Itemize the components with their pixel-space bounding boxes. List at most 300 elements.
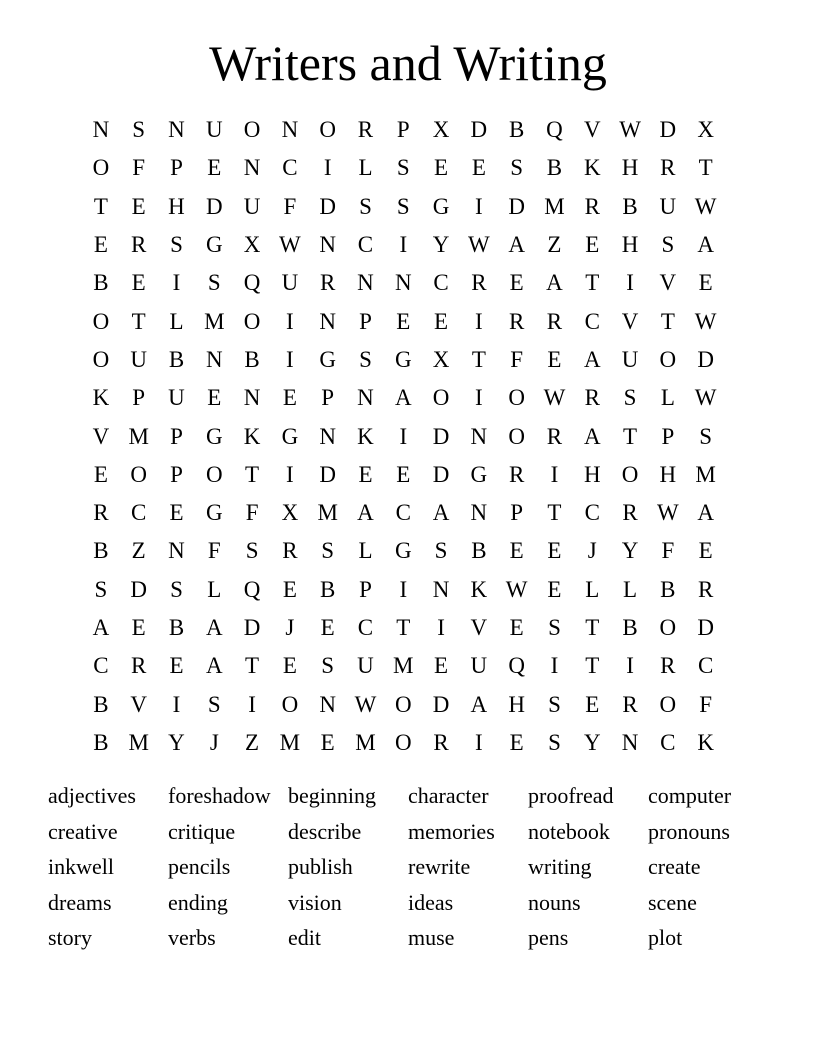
grid-row [82, 685, 725, 723]
grid-letter: E [471, 155, 486, 181]
grid-letter: R [471, 270, 487, 296]
grid-letter: D [697, 615, 714, 640]
grid-letter: I [475, 729, 483, 755]
grid-letter: S [396, 155, 410, 181]
grid-letter: A [583, 423, 601, 449]
word-list-row [48, 920, 768, 956]
grid-letter: R [320, 270, 336, 296]
grid-letter: K [470, 576, 488, 602]
grid-letter: Q [508, 653, 525, 679]
grid-letter: E [698, 538, 713, 564]
grid-letter: V [621, 308, 639, 334]
grid-letter: P [661, 423, 675, 449]
grid-letter: F [132, 155, 146, 181]
grid-letter: C [697, 653, 714, 679]
grid-letter: N [281, 117, 299, 143]
grid-letter: T [131, 308, 146, 334]
grid-letter: N [319, 232, 336, 258]
grid-letter: T [623, 423, 638, 449]
grid-letter: L [358, 538, 373, 564]
word-list-item: critique [168, 818, 236, 844]
grid-letter: O [92, 346, 110, 372]
grid-letter: R [282, 538, 298, 564]
grid-letter: R [546, 308, 563, 334]
grid-letter: V [583, 117, 601, 143]
grid-letter: J [285, 615, 295, 640]
word-list-item: ending [168, 889, 228, 915]
word-list-item: adjectives [48, 783, 136, 809]
grid-letter: N [470, 500, 488, 526]
grid-letter: S [245, 538, 259, 564]
grid-letter: S [94, 576, 108, 602]
grid-row [82, 494, 725, 532]
grid-letter: U [281, 270, 299, 296]
grid-letter: N [357, 385, 374, 411]
grid-letter: S [170, 232, 183, 258]
word-list-item: scene [648, 889, 697, 915]
grid-letter: M [128, 423, 149, 449]
grid-letter: A [697, 500, 714, 526]
grid-letter: K [243, 423, 261, 449]
grid-letter: N [357, 270, 374, 296]
grid-row [82, 571, 725, 609]
grid-letter: F [699, 691, 713, 717]
grid-letter: T [585, 653, 600, 679]
grid-letter: K [92, 385, 110, 411]
grid-letter: J [209, 729, 219, 755]
grid-letter: I [248, 691, 256, 717]
grid-letter: W [694, 193, 717, 219]
grid-letter: S [623, 385, 637, 411]
word-list-item: ideas [408, 889, 454, 915]
word-list-row [48, 814, 768, 850]
grid-letter: S [548, 729, 561, 755]
grid-letter: R [697, 576, 714, 602]
grid-letter: O [659, 691, 677, 717]
grid-letter: U [357, 653, 374, 679]
grid-letter: X [243, 232, 261, 258]
word-list-item: edit [288, 925, 321, 951]
grid-letter: D [470, 117, 488, 143]
grid-letter: T [547, 500, 562, 526]
grid-letter: I [550, 653, 559, 679]
grid-row [82, 302, 725, 340]
grid-letter: K [697, 729, 714, 755]
word-list-item: rewrite [408, 854, 471, 880]
grid-letter: N [92, 117, 110, 143]
grid-letter: I [286, 308, 294, 334]
word-list-item: describe [288, 818, 362, 844]
grid-letter: C [282, 155, 298, 181]
grid-letter: R [622, 691, 638, 717]
grid-letter: O [508, 423, 525, 449]
page-title: Writers and Writing [209, 35, 607, 91]
word-list-item: proofread [528, 783, 614, 809]
grid-letter: I [475, 308, 483, 334]
grid-row [82, 417, 725, 455]
grid-letter: X [697, 117, 714, 143]
grid-letter: O [621, 461, 639, 487]
grid-letter: M [695, 461, 716, 487]
grid-letter: Y [583, 729, 601, 755]
grid-letter: I [399, 576, 408, 602]
grid-letter: R [433, 729, 449, 755]
grid-letter: M [544, 193, 565, 219]
grid-letter: I [626, 270, 634, 296]
grid-letter: R [93, 500, 109, 526]
grid-row [82, 226, 725, 264]
grid-letter: C [433, 270, 449, 296]
grid-letter: E [207, 155, 222, 181]
grid-letter: A [583, 346, 601, 372]
grid-letter: T [245, 653, 260, 679]
grid-letter: B [320, 576, 336, 602]
grid-letter: E [320, 729, 335, 755]
grid-letter: L [169, 308, 184, 334]
word-list [48, 778, 768, 956]
grid-letter: C [93, 653, 109, 679]
grid-letter: S [548, 691, 561, 717]
grid-letter: D [205, 193, 223, 219]
grid-letter: S [699, 423, 713, 449]
grid-letter: D [432, 691, 450, 717]
grid-letter: T [245, 461, 260, 487]
grid-letter: O [659, 615, 677, 640]
grid-letter: E [585, 691, 600, 717]
grid-letter: E [509, 270, 524, 296]
grid-letter: Y [432, 232, 450, 258]
grid-letter: P [170, 423, 183, 449]
grid-letter: R [660, 155, 676, 181]
word-list-item: publish [288, 854, 353, 880]
grid-row [82, 532, 725, 570]
grid-letter: N [168, 117, 185, 143]
grid-letter: D [659, 117, 677, 143]
word-list-item: writing [528, 854, 592, 880]
grid-letter: I [475, 385, 483, 411]
grid-letter: N [319, 308, 336, 334]
grid-letter: H [621, 155, 639, 181]
grid-letter: E [169, 653, 184, 679]
grid-letter: S [434, 538, 448, 564]
grid-letter: G [205, 500, 223, 526]
grid-row [82, 264, 725, 302]
grid-letter: P [359, 576, 372, 602]
word-list-item: pens [528, 925, 569, 951]
grid-letter: O [92, 308, 110, 334]
grid-letter: S [321, 538, 335, 564]
grid-letter: C [584, 308, 600, 334]
grid-letter: Y [621, 538, 639, 564]
grid-letter: A [546, 270, 563, 296]
grid-letter: A [205, 653, 223, 679]
grid-letter: I [286, 346, 294, 372]
grid-letter: X [281, 500, 299, 526]
word-list-item: inkwell [48, 854, 114, 880]
grid-letter: I [172, 270, 181, 296]
grid-letter: R [131, 232, 147, 258]
grid-letter: O [243, 308, 261, 334]
grid-letter: N [394, 270, 412, 296]
grid-letter: O [659, 346, 677, 372]
grid-letter: O [508, 385, 525, 411]
grid-letter: P [510, 500, 524, 526]
grid-letter: W [656, 500, 679, 526]
grid-letter: R [584, 193, 600, 219]
grid-letter: U [168, 385, 185, 411]
grid-letter: B [168, 615, 185, 640]
grid-letter: K [357, 423, 374, 449]
grid-letter: A [432, 500, 450, 526]
grid-letter: N [621, 729, 639, 755]
grid-letter: W [468, 232, 490, 258]
grid-letter: G [394, 346, 412, 372]
grid-letter: A [205, 615, 223, 640]
grid-letter: B [622, 193, 638, 219]
grid-letter: O [432, 385, 450, 411]
grid-letter: B [508, 117, 525, 143]
grid-letter: M [393, 653, 414, 679]
grid-letter: U [621, 346, 639, 372]
grid-letter: E [547, 576, 562, 602]
grid-letter: Z [131, 538, 146, 564]
grid-letter: O [319, 117, 336, 143]
word-list-item: notebook [528, 818, 610, 844]
grid-letter: B [244, 346, 260, 372]
grid-letter: T [396, 615, 411, 640]
grid-letter: L [207, 576, 222, 602]
grid-letter: M [355, 729, 376, 755]
grid-letter: Q [243, 576, 261, 602]
grid-letter: W [694, 308, 717, 334]
grid-letter: S [396, 193, 410, 219]
grid-row [82, 188, 725, 226]
grid-letter: C [584, 500, 600, 526]
grid-letter: W [279, 232, 301, 258]
grid-letter: E [396, 461, 411, 487]
word-list-item: verbs [168, 925, 216, 951]
grid-letter: S [132, 117, 146, 143]
grid-letter: G [205, 423, 223, 449]
grid-letter: S [359, 346, 372, 372]
grid-letter: G [394, 538, 412, 564]
grid-letter: A [508, 232, 525, 258]
grid-letter: I [323, 155, 332, 181]
grid-letter: O [394, 691, 412, 717]
grid-letter: C [131, 500, 147, 526]
grid-letter: N [243, 155, 261, 181]
grid-letter: F [283, 193, 297, 219]
word-list-row [48, 778, 768, 814]
grid-letter: C [395, 500, 411, 526]
grid-letter: B [93, 538, 109, 564]
grid-letter: L [358, 155, 373, 181]
grid-letter: V [92, 423, 110, 449]
grid-letter: E [434, 308, 449, 334]
grid-letter: R [660, 653, 676, 679]
grid-letter: G [205, 232, 223, 258]
word-list-item: memories [408, 818, 495, 844]
grid-letter: E [131, 193, 146, 219]
grid-letter: O [92, 155, 110, 181]
grid-letter: E [131, 270, 146, 296]
grid-row [82, 609, 725, 647]
grid-letter: O [243, 117, 261, 143]
grid-letter: E [282, 385, 297, 411]
grid-letter: L [660, 385, 675, 411]
grid-letter: A [470, 691, 488, 717]
word-list-item: nouns [528, 889, 581, 915]
grid-letter: G [319, 346, 336, 372]
grid-letter: C [357, 232, 374, 258]
grid-letter: S [359, 193, 372, 219]
grid-letter: S [321, 653, 335, 679]
grid-letter: W [354, 691, 377, 717]
word-list-item: muse [408, 925, 455, 951]
grid-letter: R [546, 423, 563, 449]
grid-letter: R [508, 308, 525, 334]
grid-letter: D [243, 615, 261, 640]
grid-letter: N [205, 346, 223, 372]
grid-letter: R [357, 117, 374, 143]
grid-letter: N [470, 423, 488, 449]
grid-letter: A [394, 385, 412, 411]
grid-letter: M [317, 500, 338, 526]
grid-letter: D [432, 423, 450, 449]
grid-letter: T [585, 270, 600, 296]
grid-letter: F [510, 346, 524, 372]
grid-letter: G [432, 193, 450, 219]
grid-letter: T [93, 193, 108, 219]
grid-letter: H [621, 232, 639, 258]
grid-letter: E [434, 653, 449, 679]
grid-letter: M [204, 308, 225, 334]
grid-letter: O [394, 729, 412, 755]
word-list-item: dreams [48, 889, 112, 915]
grid-letter: D [432, 461, 450, 487]
grid-letter: Z [547, 232, 562, 258]
grid-letter: E [282, 653, 297, 679]
grid-letter: R [622, 500, 638, 526]
grid-row [82, 724, 725, 762]
grid-letter: E [358, 461, 373, 487]
grid-letter: H [168, 193, 185, 219]
word-list-item: foreshadow [168, 783, 271, 809]
grid-letter: A [92, 615, 110, 640]
grid-letter: E [169, 500, 184, 526]
grid-letter: P [359, 308, 372, 334]
grid-letter: I [399, 423, 408, 449]
word-list-item: create [648, 854, 701, 880]
grid-letter: N [319, 423, 336, 449]
grid-letter: U [205, 117, 223, 143]
grid-letter: W [694, 385, 717, 411]
grid-letter: M [128, 729, 149, 755]
grid-letter: F [245, 500, 259, 526]
grid-letter: U [470, 653, 488, 679]
grid-letter: L [623, 576, 638, 602]
grid-letter: U [243, 193, 261, 219]
grid-letter: B [471, 538, 487, 564]
grid-letter: Y [168, 729, 185, 755]
word-list-item: beginning [288, 783, 376, 809]
grid-letter: E [93, 461, 108, 487]
grid-letter: O [205, 461, 223, 487]
grid-letter: C [357, 615, 374, 640]
grid-row [82, 456, 725, 494]
grid-row [82, 149, 725, 187]
grid-letter: E [396, 308, 411, 334]
grid-letter: G [281, 423, 299, 449]
word-list-item: computer [648, 783, 732, 809]
grid-letter: E [585, 232, 600, 258]
grid-letter: E [698, 270, 713, 296]
grid-row [82, 647, 725, 685]
grid-row [82, 341, 725, 379]
grid-letter: R [508, 461, 525, 487]
grid-letter: R [584, 385, 600, 411]
grid-letter: A [697, 232, 714, 258]
grid-letter: W [543, 385, 566, 411]
grid-letter: U [659, 193, 677, 219]
grid-letter: W [619, 117, 641, 143]
grid-letter: E [434, 155, 449, 181]
word-list-item: character [408, 783, 489, 809]
grid-letter: D [130, 576, 147, 602]
grid-letter: I [626, 653, 634, 679]
grid-letter: H [508, 691, 525, 717]
grid-letter: V [470, 615, 488, 640]
grid-letter: S [510, 155, 524, 181]
grid-letter: E [509, 538, 524, 564]
grid-letter: L [585, 576, 600, 602]
grid-letter: K [583, 155, 601, 181]
grid-letter: B [546, 155, 563, 181]
grid-letter: T [585, 615, 600, 640]
grid-row [82, 111, 725, 149]
grid-letter: N [432, 576, 450, 602]
grid-letter: X [432, 346, 450, 372]
grid-letter: H [659, 461, 677, 487]
grid-letter: B [660, 576, 676, 602]
grid-letter: G [470, 461, 488, 487]
grid-letter: B [93, 729, 109, 755]
grid-letter: O [281, 691, 299, 717]
grid-letter: I [437, 615, 445, 640]
grid-letter: Q [243, 270, 261, 296]
grid-letter: X [432, 117, 450, 143]
grid-letter: S [207, 270, 221, 296]
word-list-item: pronouns [648, 818, 730, 844]
word-list-item: vision [288, 889, 342, 915]
grid-letter: E [547, 538, 562, 564]
grid-letter: S [207, 691, 221, 717]
grid-letter: C [660, 729, 676, 755]
letter-grid [82, 111, 725, 762]
grid-letter: F [207, 538, 221, 564]
grid-letter: U [130, 346, 147, 372]
grid-letter: E [547, 346, 562, 372]
grid-letter: D [319, 193, 336, 219]
grid-letter: B [93, 270, 109, 296]
grid-letter: S [661, 232, 675, 258]
grid-letter: E [509, 729, 524, 755]
grid-letter: D [697, 346, 714, 372]
grid-letter: R [131, 653, 147, 679]
grid-letter: I [399, 232, 408, 258]
grid-letter: B [622, 615, 638, 640]
grid-letter: I [286, 461, 294, 487]
